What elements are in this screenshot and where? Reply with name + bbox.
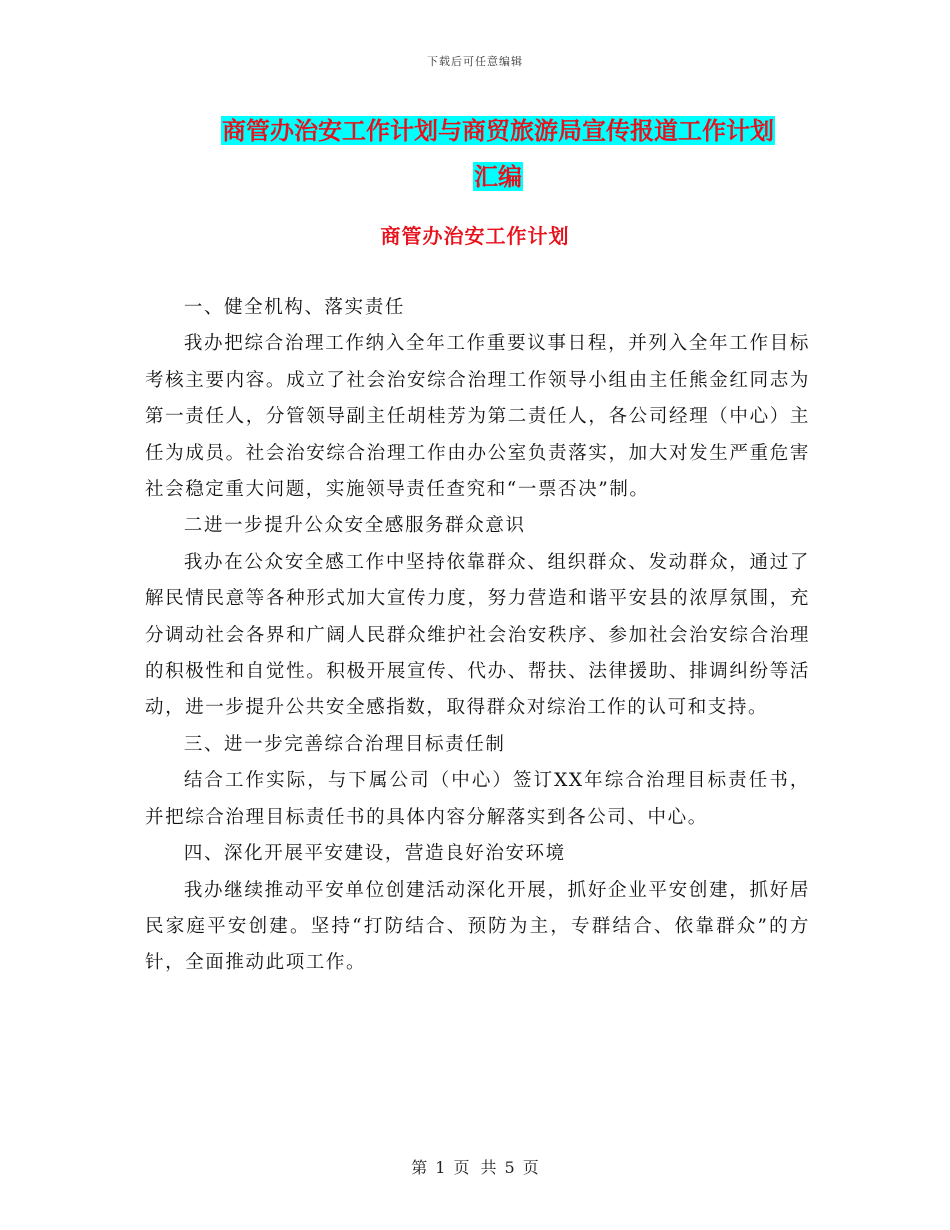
footer-page-number: 1 — [435, 1158, 446, 1177]
heading-1: 一、健全机构、落实责任 — [183, 297, 405, 318]
footer-suffix: 页 — [522, 1158, 539, 1177]
document-body — [145, 290, 810, 982]
footer-middle: 页 共 — [453, 1158, 497, 1177]
header-note: 下载后可任意编辑 — [427, 55, 523, 68]
paragraph-2: 我办在公众安全感工作中坚持依靠群众、组织群众、发动群众，通过了解民情民意等各种形式加大宣传力度，努力营造和谐平安县的浓厚氛围，充分调动社会各界和广阔人民群众维护社会治安秩序、参加社会治安综合治理的积极性和自觉性。积极开展宣传、代办、帮扶、法律援助、排调纠纷等活动，进一步提升公共安全感指数，取得群众对综治工作的认可和支持。 — [145, 551, 810, 719]
document-title-line-2: 汇编 — [474, 162, 522, 191]
document-title — [193, 108, 803, 200]
footer-prefix: 第 — [411, 1158, 428, 1177]
footer-total-pages: 5 — [504, 1158, 515, 1177]
section-title: 商管办治安工作计划 — [380, 224, 570, 248]
heading-3: 三、进一步完善综合治理目标责任制 — [183, 733, 506, 755]
paragraph-4: 我办继续推动平安单位创建活动深化开展，抓好企业平安创建，抓好居民家庭平安创建。坚持“打防结合、预防为主，专群结合、依靠群众”的方针，全面推动此项工作。 — [145, 879, 810, 974]
page-footer — [0, 1155, 950, 1178]
paragraph-1: 我办把综合治理工作纳入全年工作重要议事日程，并列入全年工作目标考核主要内容。成立了社会治安综合治理工作领导小组由主任熊金红同志为第一责任人，分管领导副主任胡桂芳为第二责任人，各公司经理（中心）主任为成员。社会治安综合治理工作由办公室负责落实，加大对发生严重危害社会稳定重大问题，实施领导责任查究和“一票否决”制。 — [145, 333, 810, 501]
heading-4: 四、深化开展平安建设，营造良好治安环境 — [183, 843, 566, 865]
document-title-line-1: 商管办治安工作计划与商贸旅游局宣传报道工作计划 — [222, 116, 774, 145]
heading-2: 二进一步提升公众安全感服务群众意识 — [183, 515, 526, 537]
paragraph-3: 结合工作实际，与下属公司（中心）签订XX年综合治理目标责任书，并把综合治理目标责任书的具体内容分解落实到各公司、中心。 — [145, 770, 810, 828]
